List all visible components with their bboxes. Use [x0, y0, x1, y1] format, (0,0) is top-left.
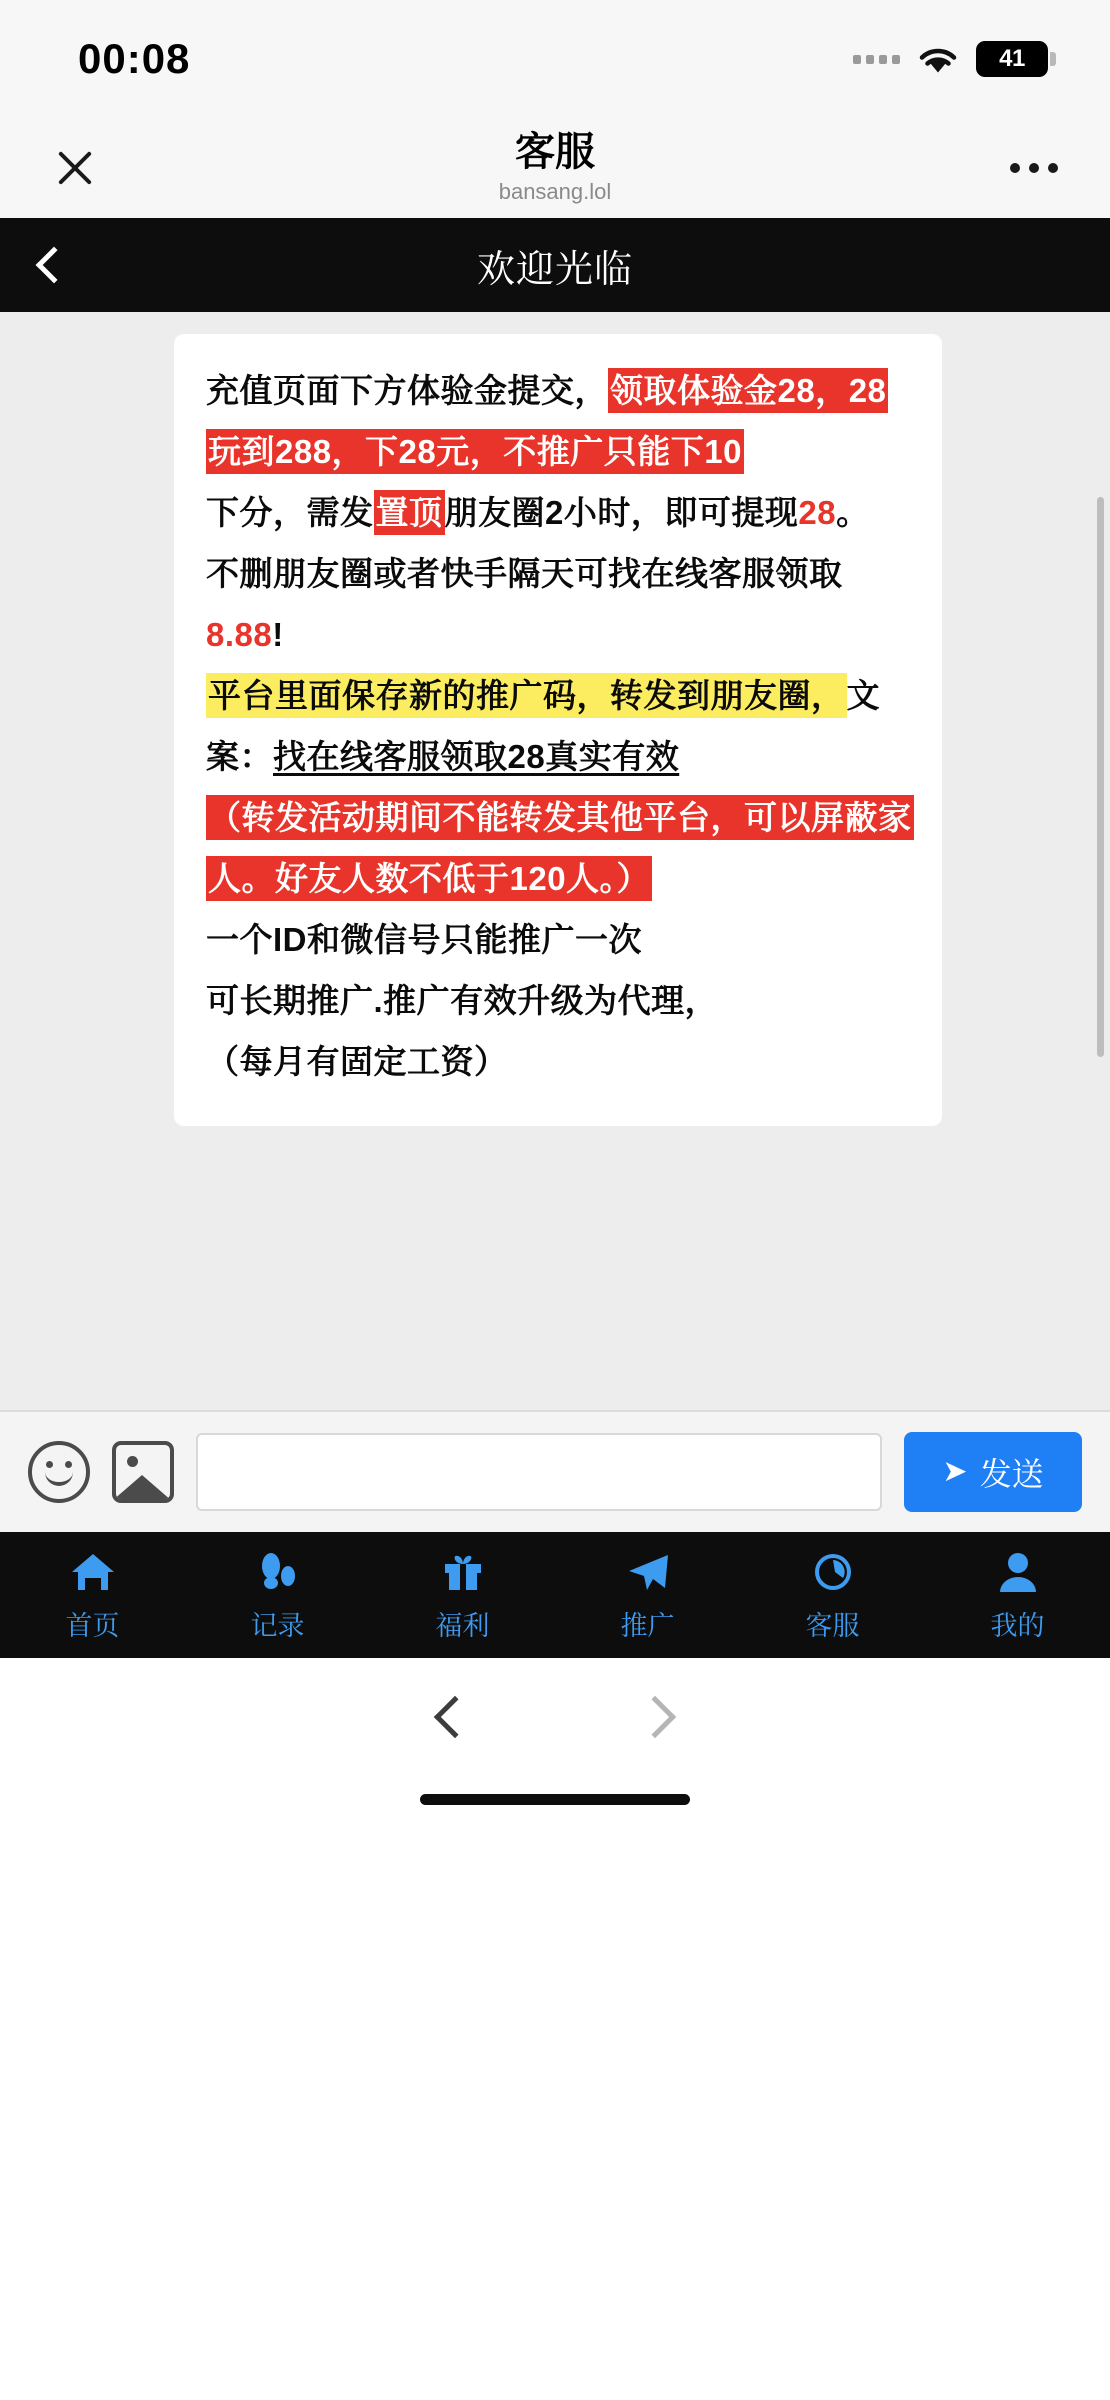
message-line-1-highlight: 领取体验金28，28玩到288，下28元，不推广只能下10	[206, 368, 888, 474]
nav-back-button[interactable]	[0, 218, 100, 312]
chat-message-area	[0, 312, 1110, 1410]
battery-level: 41	[999, 45, 1025, 72]
message-line-3-b: !	[272, 616, 284, 653]
more-options-icon[interactable]	[1010, 163, 1058, 173]
status-bar	[0, 0, 1110, 118]
message-line-8: （每月有固定工资）	[206, 1043, 508, 1080]
message-line-3-a: 不删朋友圈或者快手隔天可找在线客服领取	[206, 555, 843, 592]
tab-home[interactable]	[0, 1548, 185, 1643]
message-line-3	[206, 543, 912, 665]
tab-support[interactable]	[740, 1548, 925, 1643]
message-line-4	[206, 665, 912, 787]
tab-records-label: 记录	[250, 1610, 305, 1641]
message-line-5-highlight: （转发活动期间不能转发其他平台，可以屏蔽家人。好友人数不低于120人。）	[206, 795, 914, 901]
message-line-2-c: 。	[836, 494, 870, 531]
paper-plane-icon	[625, 1548, 671, 1596]
page-domain: bansang.lol	[498, 179, 612, 204]
tab-records[interactable]	[185, 1548, 370, 1643]
message-line-2-a: 下分，需发	[206, 494, 374, 531]
message-line-4-highlight: 平台里面保存新的推广码，转发到朋友圈，	[206, 673, 847, 718]
system-nav-bar	[0, 1658, 1110, 1776]
page-nav-title: 欢迎光临	[476, 248, 633, 291]
headset-icon	[810, 1548, 856, 1596]
message-line-1-plain: 充值页面下方体验金提交，	[206, 372, 608, 409]
bottom-tab-bar	[0, 1532, 1110, 1658]
chevron-left-icon	[36, 247, 73, 284]
close-icon[interactable]	[50, 143, 100, 193]
gift-icon	[440, 1548, 486, 1596]
home-indicator[interactable]	[420, 1794, 690, 1805]
tab-profile[interactable]	[925, 1548, 1110, 1643]
message-line-3-number: 8.88	[206, 616, 273, 653]
chevron-left-icon[interactable]	[434, 1696, 476, 1738]
battery-icon	[976, 41, 1048, 77]
message-line-5	[206, 787, 912, 909]
message-line-4-plain: 文案：	[206, 677, 880, 775]
tab-home-label: 首页	[65, 1610, 120, 1641]
status-time: 00:08	[78, 35, 191, 82]
browser-header	[0, 118, 1110, 218]
message-bubble	[174, 334, 942, 1126]
signal-dots-icon	[853, 55, 900, 64]
person-icon	[995, 1548, 1041, 1596]
message-line-2-highlight: 置顶	[374, 490, 445, 535]
tab-support-label: 客服	[805, 1610, 860, 1641]
message-line-2-number: 28	[798, 494, 837, 531]
tab-benefits-label: 福利	[435, 1610, 490, 1641]
wifi-icon	[916, 42, 960, 76]
message-line-2	[206, 482, 912, 543]
tab-benefits[interactable]	[370, 1548, 555, 1643]
home-icon	[70, 1548, 116, 1596]
image-icon[interactable]	[112, 1441, 174, 1503]
emoji-icon[interactable]	[28, 1441, 90, 1503]
tab-promotion[interactable]	[555, 1548, 740, 1643]
footprints-icon	[255, 1548, 301, 1596]
message-line-7: 可长期推广.推广有效升级为代理，	[206, 982, 719, 1019]
message-line-1	[206, 360, 912, 482]
send-button[interactable]	[904, 1432, 1082, 1512]
tab-promotion-label: 推广	[620, 1610, 675, 1641]
send-button-label: 发送	[979, 1456, 1044, 1492]
message-input-bar	[0, 1410, 1110, 1532]
page-nav-bar	[0, 218, 1110, 312]
header-title-block	[0, 129, 1110, 207]
tab-profile-label: 我的	[990, 1610, 1045, 1641]
message-line-6: 一个ID和微信号只能推广一次	[206, 921, 642, 958]
vertical-scrollbar[interactable]	[1097, 497, 1104, 1057]
page-title: 客服	[515, 130, 595, 174]
chevron-right-icon[interactable]	[634, 1696, 676, 1738]
message-line-2-b: 朋友圈2小时，即可提现	[444, 494, 799, 531]
message-input[interactable]	[196, 1433, 882, 1511]
message-line-4-underlined: 找在线客服领取28真实有效	[273, 738, 680, 775]
home-indicator-area	[0, 1776, 1110, 1846]
send-plane-icon: ➤	[942, 1455, 968, 1488]
status-indicators	[853, 41, 1048, 77]
